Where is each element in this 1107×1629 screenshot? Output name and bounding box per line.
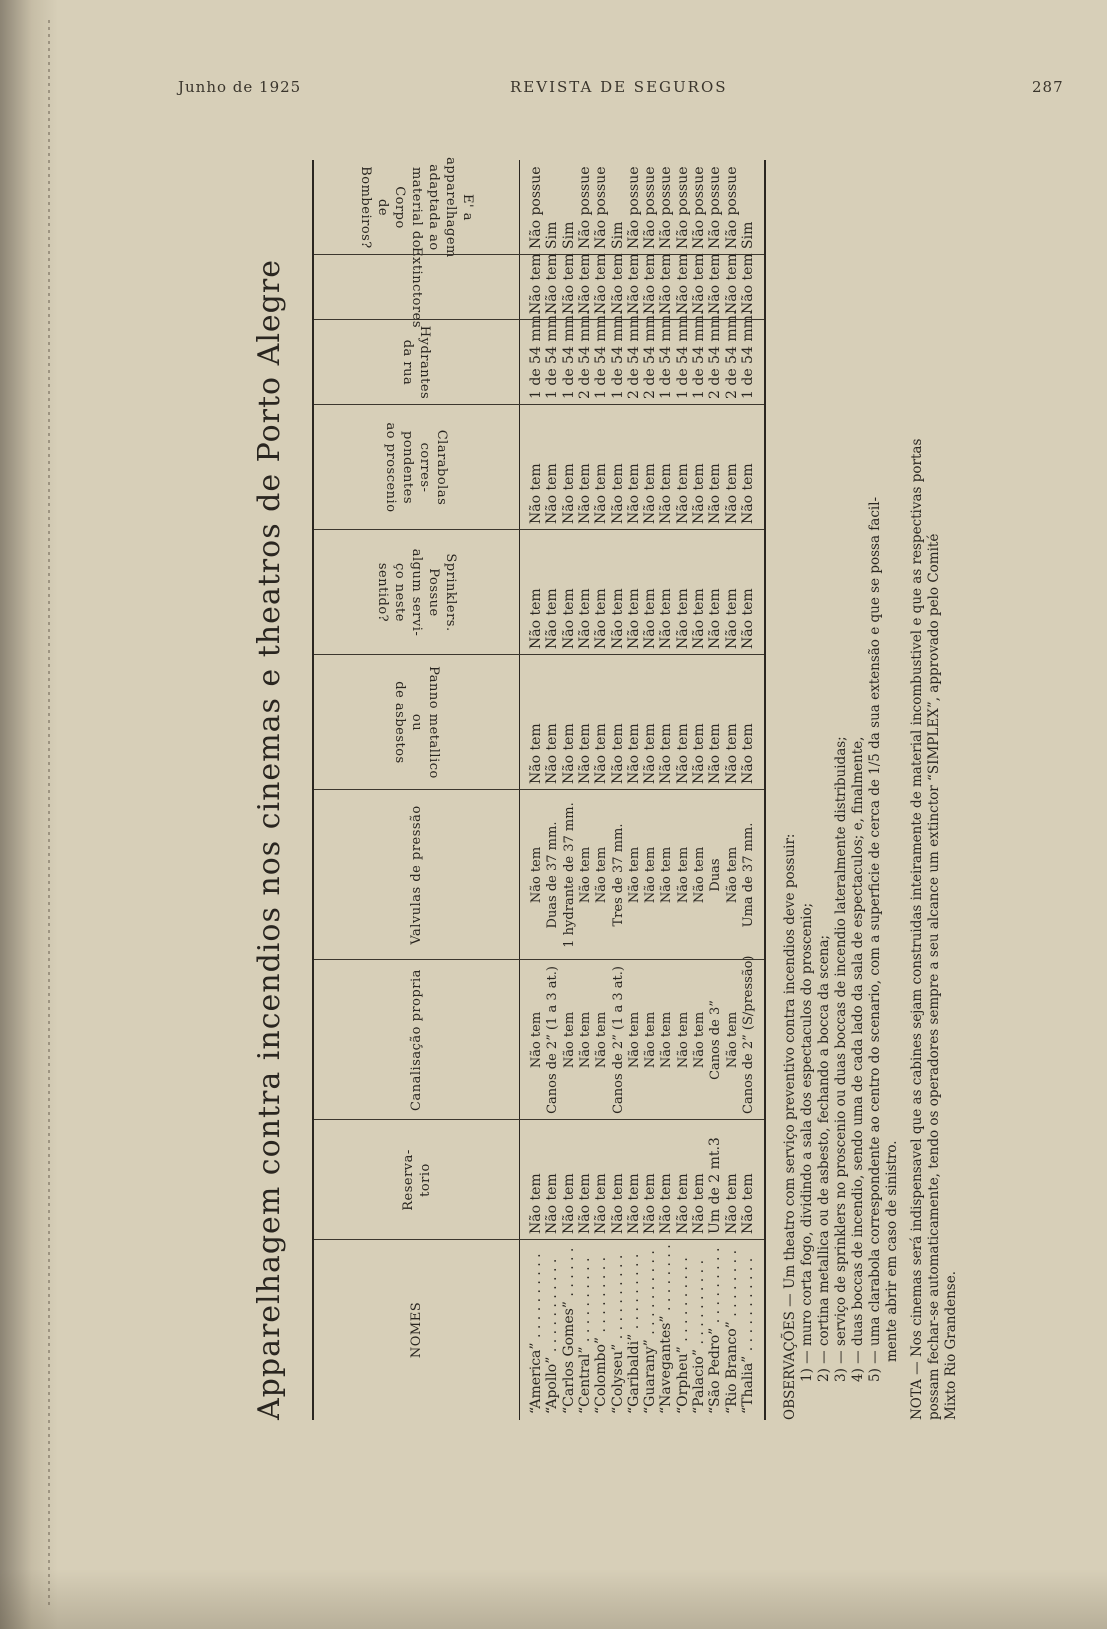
header-date: Junho de 1925	[178, 78, 302, 96]
cell-reservatorio: Não tem	[593, 1173, 610, 1234]
cell-clarabolas: Não tem	[707, 463, 724, 524]
cell-clarabolas: Não tem	[593, 463, 610, 524]
cell-hydrantes: 1 de 54 mm.	[528, 310, 544, 399]
cell-panno: Não tem	[642, 723, 659, 784]
cell-panno: Não tem	[691, 723, 707, 784]
page-binding-edge	[0, 0, 58, 1629]
nota-line: Mixto Rio Grandense.	[943, 1270, 959, 1420]
cell-valvulas: Uma de 37 mm.	[740, 822, 756, 928]
cell-panno: Não tem	[658, 723, 675, 784]
cell-nomes: “Rio Branco” . . . . . . . .	[723, 1249, 740, 1414]
cell-reservatorio: Não tem	[625, 1173, 642, 1234]
cell-nomes: “Carlos Gomes” . . . . . .	[560, 1247, 577, 1414]
observacao-line: mente abrir em caso de sinistro.	[884, 1140, 900, 1362]
cell-canalisacao: Canos de 2” (S/pressão)	[740, 955, 756, 1114]
cell-sprinklers: Não tem	[739, 588, 756, 649]
cell-sprinklers: Não tem	[674, 588, 691, 649]
cell-extinctores: Não tem	[625, 253, 642, 314]
cell-nomes: “Colombo” . . . . . . . . .	[593, 1256, 610, 1414]
cell-adaptada: Não possue	[658, 166, 675, 249]
cell-nomes: “Palacio” . . . . . . . . . .	[691, 1259, 707, 1414]
cell-valvulas: Não tem	[643, 846, 659, 904]
fire-equipment-table	[312, 157, 766, 1420]
cell-hydrantes: 1 de 54 mm.	[609, 310, 626, 399]
cell-clarabolas: Não tem	[723, 463, 740, 524]
cell-adaptada: Não possue	[707, 166, 724, 249]
cell-valvulas: Duas de 37 mm.	[545, 821, 561, 929]
observacao-line: 1) — muro corta fogo, dividindo a sala dos espectaculos do proscenio;	[799, 902, 815, 1382]
observacao-line: 3) — serviço de sprinklers no proscenio ou duas boccas de incendio lateralmente distribuidas;	[833, 736, 849, 1382]
cell-canalisacao: Não tem	[577, 1011, 593, 1069]
cell-extinctores: Não tem	[707, 253, 724, 314]
cell-clarabolas: Não tem	[642, 463, 659, 524]
cell-canalisacao: Não tem	[561, 1011, 577, 1069]
cell-nomes: “Guarany” . . . . . . . . . .	[642, 1250, 659, 1414]
cell-reservatorio: Não tem	[609, 1173, 626, 1234]
cell-hydrantes: 2 de 54 mm.	[642, 310, 659, 399]
cell-canalisacao: Não tem	[692, 1011, 707, 1069]
cell-adaptada: Sim	[609, 221, 626, 249]
nota-line: possam fechar-se automaticamente, tendo os operadores sempre a seu alcance um extinctor “SIMPLEX”, approvado pelo Comité	[926, 533, 942, 1420]
observacao-line: OBSERVAÇÕES — Um theatro com serviço preventivo contra incendios deve possuir:	[782, 833, 798, 1420]
cell-extinctores: Não tem	[674, 253, 691, 314]
cell-hydrantes: 1 de 54 mm.	[658, 310, 675, 399]
column-divider	[314, 254, 764, 255]
cell-sprinklers: Não tem	[544, 588, 561, 649]
cell-extinctores: Não tem	[642, 253, 659, 314]
cell-extinctores: Não tem	[691, 253, 707, 314]
cell-hydrantes: 1 de 54 mm.	[593, 310, 610, 399]
cell-valvulas: Não tem	[675, 846, 691, 904]
cell-hydrantes: 2 de 54 mm.	[625, 310, 642, 399]
cell-adaptada: Não possue	[691, 166, 707, 249]
cell-clarabolas: Não tem	[528, 463, 544, 524]
cell-adaptada: Não possue	[674, 166, 691, 249]
cell-panno: Não tem	[560, 723, 577, 784]
cell-valvulas: Não tem	[529, 846, 544, 904]
cell-valvulas: Duas	[708, 858, 724, 892]
cell-sprinklers: Não tem	[593, 588, 610, 649]
cell-reservatorio: Não tem	[560, 1173, 577, 1234]
cell-nomes: “São Pedro” . . . . . . . . .	[707, 1247, 724, 1414]
cell-clarabolas: Não tem	[674, 463, 691, 524]
cell-sprinklers: Não tem	[609, 588, 626, 649]
header-page-number: 287	[1032, 78, 1064, 96]
cell-reservatorio: Não tem	[642, 1173, 659, 1234]
cell-extinctores: Não tem	[739, 253, 756, 314]
cell-nomes: “Apollo” . . . . . . . . . . .	[544, 1258, 561, 1414]
cell-canalisacao: Não tem	[643, 1011, 659, 1069]
cell-panno: Não tem	[544, 723, 561, 784]
column-divider	[314, 789, 764, 790]
cell-sprinklers: Não tem	[625, 588, 642, 649]
cell-valvulas: Não tem	[577, 846, 593, 904]
cell-canalisacao: Canos de 2” (1 a 3 at.)	[545, 966, 561, 1114]
nota	[909, 160, 960, 1420]
cell-nomes: “Navegantes” . . . . . . . .	[658, 1244, 675, 1414]
cell-reservatorio: Não tem	[544, 1173, 561, 1234]
header-hydrantes: Hydrantes da rua	[400, 325, 433, 400]
cell-hydrantes: 1 de 54 mm.	[560, 310, 577, 399]
cell-extinctores: Não tem	[593, 253, 610, 314]
cell-extinctores: Não tem	[658, 253, 675, 314]
cell-sprinklers: Não tem	[528, 588, 544, 649]
header-adaptada: E' a apparelhagem adaptada ao material do Corpo de Bombeiros?	[358, 157, 475, 258]
cell-clarabolas: Não tem	[691, 463, 707, 524]
cell-extinctores: Não tem	[560, 253, 577, 314]
cell-extinctores: Não tem	[528, 253, 544, 314]
cell-hydrantes: 2 de 54 mm.	[576, 310, 593, 399]
cell-sprinklers: Não tem	[576, 588, 593, 649]
cell-hydrantes: 1 de 54 mm.	[674, 310, 691, 399]
header-clarabolas: Clarabolas corres- pondentes ao proscenio	[383, 422, 450, 513]
cell-extinctores: Não tem	[609, 253, 626, 314]
cell-sprinklers: Não tem	[707, 588, 724, 649]
cell-adaptada: Não possue	[528, 166, 544, 249]
cell-canalisacao: Canos de 2” (1 a 3 at.)	[610, 966, 626, 1114]
rotated-content	[252, 157, 1022, 1420]
cell-adaptada: Não possue	[625, 166, 642, 249]
table-title: Apparelhagem contra incendios nos cinemas e theatros de Porto Alegre	[252, 259, 287, 1420]
cell-nomes: “Colyseu” . . . . . . . . . .	[609, 1254, 626, 1414]
cell-clarabolas: Não tem	[609, 463, 626, 524]
cell-adaptada: Sim	[739, 221, 756, 249]
cell-reservatorio: Não tem	[691, 1173, 707, 1234]
cell-canalisacao: Não tem	[724, 1011, 740, 1069]
observacoes	[782, 160, 901, 1420]
cell-sprinklers: Não tem	[658, 588, 675, 649]
cell-canalisacao: Canos de 3”	[708, 1000, 724, 1080]
cell-extinctores: Não tem	[544, 253, 561, 314]
header-reservatorio: Reserva- torio	[400, 1149, 433, 1211]
header-canalisacao: Canalisação propria	[409, 969, 424, 1111]
cell-hydrantes: 1 de 54 mm.	[544, 310, 561, 399]
column-divider	[314, 529, 764, 530]
column-divider	[314, 319, 764, 320]
cell-sprinklers: Não tem	[723, 588, 740, 649]
header-nomes: NOMES	[409, 1301, 424, 1359]
column-divider	[314, 959, 764, 960]
cell-hydrantes: 1 de 54 mm.	[739, 310, 756, 399]
cell-canalisacao: Não tem	[675, 1011, 691, 1069]
cell-adaptada: Não possue	[642, 166, 659, 249]
cell-nomes: “Orpheu” . . . . . . . . . .	[674, 1257, 691, 1414]
header-journal-title: REVISTA DE SEGUROS	[510, 78, 728, 96]
cell-adaptada: Sim	[544, 221, 561, 249]
column-divider	[314, 1239, 764, 1240]
page-shadow	[0, 1569, 1107, 1629]
cell-panno: Não tem	[674, 723, 691, 784]
nota-line: NOTA — Nos cinemas será indispensavel que as cabines sejam construidas inteiramente de material incombustivel e que as respectivas portas	[909, 438, 925, 1420]
observacao-line: 2) — cortina metallica ou de asbesto, fechando a bocca da scena;	[816, 934, 832, 1382]
cell-reservatorio: Não tem	[576, 1173, 593, 1234]
cell-canalisacao: Não tem	[529, 1011, 544, 1069]
column-divider	[314, 404, 764, 405]
cell-adaptada: Não possue	[723, 166, 740, 249]
cell-reservatorio: Não tem	[658, 1173, 675, 1234]
notes-section	[782, 160, 960, 1420]
cell-reservatorio: Não tem	[674, 1173, 691, 1234]
table-header	[314, 157, 519, 1420]
cell-valvulas: Não tem	[724, 846, 740, 904]
cell-panno: Não tem	[593, 723, 610, 784]
cell-nomes: “Garibaldi” . . . . . . . . .	[625, 1253, 642, 1414]
cell-sprinklers: Não tem	[642, 588, 659, 649]
cell-valvulas: Não tem	[594, 846, 610, 904]
cell-panno: Não tem	[739, 723, 756, 784]
header-panno: Panno metallico ou de asbestos	[392, 666, 441, 779]
cell-reservatorio: Não tem	[739, 1173, 756, 1234]
header-valvulas: Valvulas de pressão	[409, 805, 424, 945]
cell-reservatorio: Não tem	[723, 1173, 740, 1234]
cell-panno: Não tem	[707, 723, 724, 784]
observacao-line: 5) — uma clarabola correspondente ao centro do scenario, com a superficie de cerca de 1/5 da sua extensão e que se possa facil-	[867, 496, 883, 1382]
header-rule	[519, 160, 520, 1420]
cell-valvulas: Tres de 37 mm.	[610, 823, 626, 927]
cell-panno: Não tem	[625, 723, 642, 784]
cell-extinctores: Não tem	[723, 253, 740, 314]
cell-adaptada: Não possue	[576, 166, 593, 249]
header-sprinklers: Sprinklers. Possue algum servi- ço neste sentido?	[375, 548, 458, 637]
header-extinctores: Extinctores	[409, 247, 424, 328]
cell-valvulas: Não tem	[659, 846, 675, 904]
cell-hydrantes: 1 de 54 mm.	[691, 310, 707, 399]
cell-reservatorio: Um de 2 mt.3	[707, 1137, 724, 1234]
cell-hydrantes: 2 de 54 mm.	[707, 310, 724, 399]
cell-panno: Não tem	[723, 723, 740, 784]
cell-clarabolas: Não tem	[625, 463, 642, 524]
cell-valvulas: 1 hydrante de 37 mm.	[561, 802, 577, 948]
cell-clarabolas: Não tem	[576, 463, 593, 524]
cell-panno: Não tem	[528, 723, 544, 784]
cell-extinctores: Não tem	[576, 253, 593, 314]
cell-nomes: “America” . . . . . . . . . .	[528, 1253, 544, 1414]
cell-reservatorio: Não tem	[528, 1173, 544, 1234]
cell-sprinklers: Não tem	[691, 588, 707, 649]
cell-valvulas: Não tem	[626, 846, 642, 904]
cell-panno: Não tem	[576, 723, 593, 784]
cell-adaptada: Sim	[560, 221, 577, 249]
cell-canalisacao: Não tem	[659, 1011, 675, 1069]
cell-valvulas: Não tem	[692, 846, 707, 904]
cell-sprinklers: Não tem	[560, 588, 577, 649]
column-divider	[314, 654, 764, 655]
cell-nomes: “Thalia” . . . . . . . . . . .	[739, 1257, 756, 1414]
cell-nomes: “Central” . . . . . . . . . .	[576, 1257, 593, 1414]
observacao-line: 4) — duas boccas de incendio, sendo uma de cada lado da sala de espectaculos; e, finalmente,	[850, 736, 866, 1382]
cell-clarabolas: Não tem	[544, 463, 561, 524]
cell-clarabolas: Não tem	[560, 463, 577, 524]
cell-canalisacao: Não tem	[626, 1011, 642, 1069]
cell-hydrantes: 2 de 54 mm.	[723, 310, 740, 399]
cell-adaptada: Não possue	[593, 166, 610, 249]
column-divider	[314, 1119, 764, 1120]
cell-panno: Não tem	[609, 723, 626, 784]
cell-clarabolas: Não tem	[739, 463, 756, 524]
cell-clarabolas: Não tem	[658, 463, 675, 524]
cell-canalisacao: Não tem	[594, 1011, 610, 1069]
